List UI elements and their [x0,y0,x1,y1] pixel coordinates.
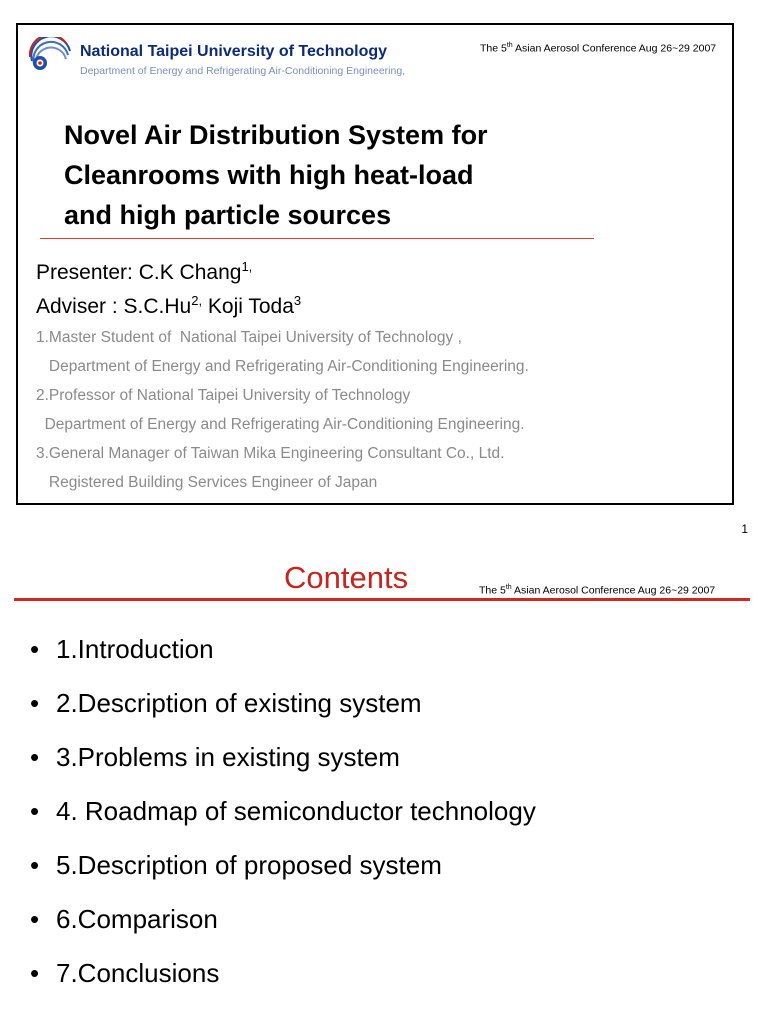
presentation-title [64,115,624,235]
conference-note: The 5th Asian Aerosol Conference Aug 26~29 2007 [480,42,717,55]
bullet-icon: • [30,850,40,880]
list-item [30,958,536,1012]
title-slide [16,23,734,505]
toc-item-label: 6.Comparison [56,904,218,934]
title-divider [40,238,594,239]
page-number: 1 [741,522,748,536]
affiliation-line: Department of Energy and Refrigerating Air-Conditioning Engineering. [36,358,529,375]
affiliation-line: Registered Building Services Engineer of Japan [36,474,378,491]
university-logo [26,37,74,75]
contents-list [30,634,536,1012]
bullet-icon: • [30,688,40,718]
bullet-icon: • [30,634,40,664]
toc-item-label: 3.Problems in existing system [56,742,400,772]
list-item [30,742,536,796]
list-item [30,850,536,904]
toc-item-label: 4. Roadmap of semiconductor technology [56,796,536,826]
presenter-line: Presenter: C.K Chang$^{1,}$ [36,259,253,284]
title-line: Cleanrooms with high heat-load [64,160,474,190]
conference-note: The 5th Asian Aerosol Conference Aug 26~29 2007 [479,584,716,597]
affiliation-line: Department of Energy and Refrigerating Air-Conditioning Engineering. [36,416,525,433]
bullet-icon: • [30,796,40,826]
list-item [30,688,536,742]
toc-item-label: 1.Introduction [56,634,214,664]
bullet-icon: • [30,958,40,988]
department-name: Department of Energy and Refrigerating Air-Conditioning Engineering, [80,65,406,77]
list-item [30,634,536,688]
contents-divider [14,598,750,601]
title-line: Novel Air Distribution System for [64,120,488,150]
adviser-line: Adviser : $S.C.Hu^{2,}$ Koji Toda$^3$ [36,293,302,318]
university-name: National Taipei University of Technology [80,43,388,60]
bullet-icon: • [30,904,40,934]
affiliation-line: 3.General Manager of Taiwan Mika Engineering Consultant Co., Ltd. [36,445,505,462]
toc-item-label: 2.Description of existing system [56,688,422,718]
list-item [30,796,536,850]
toc-item-label: 5.Description of proposed system [56,850,442,880]
title-line: and high particle sources [64,200,392,230]
list-item [30,904,536,958]
affiliation-line: 2.Professor of National Taipei University of Technology [36,387,411,404]
toc-item-label: 7.Conclusions [56,958,220,988]
contents-title: Contents [284,560,409,595]
affiliation-line: 1.Master Student of National Taipei University of Technology , [36,329,462,346]
bullet-icon: • [30,742,40,772]
